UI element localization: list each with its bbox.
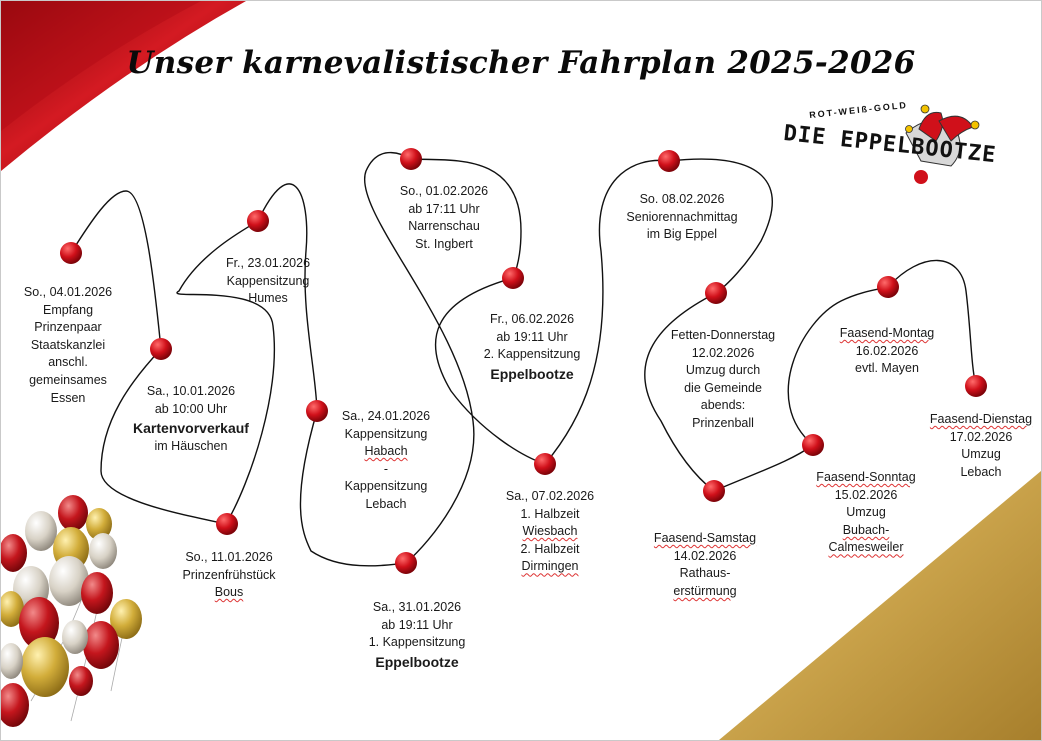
event-faasend-dienstag: Faasend-Dienstag 17.02.2026 Umzug Lebach <box>929 412 1033 479</box>
event-kartenvorverkauf: Sa., 10.01.2026 ab 10:00 Uhr Kartenvorverkauf im Häuschen <box>133 384 249 454</box>
marker-8 <box>502 267 524 289</box>
event-faasend-sonntag: Faasend-Sonntag 15.02.2026 Umzug Bubach- Calmesweiler <box>816 470 916 555</box>
event-faasend-montag: Faasend-Montag 16.02.2026 evtl. Mayen <box>839 326 935 376</box>
event-2-kappensitzung: Fr., 06.02.2026 ab 19:11 Uhr 2. Kappensitzung Eppelbootze <box>483 312 581 382</box>
marker-4 <box>247 210 269 232</box>
marker-15 <box>965 375 987 397</box>
marker-2 <box>150 338 172 360</box>
marker-5 <box>306 400 328 422</box>
marker-3 <box>216 513 238 535</box>
marker-11 <box>705 282 727 304</box>
marker-9 <box>534 453 556 475</box>
logo-name: DIE EPPELBOOTZE <box>782 121 998 169</box>
marker-12 <box>703 480 725 502</box>
event-halbzeit: Sa., 07.02.2026 1. Halbzeit Wiesbach 2. Halbzeit Dirmingen <box>505 489 595 574</box>
event-1-kappensitzung: Sa., 31.01.2026 ab 19:11 Uhr 1. Kappensitzung Eppelbootze <box>368 600 466 670</box>
page-title: Unser karnevalistischer Fahrplan 2025-2026 <box>126 45 916 81</box>
event-narrenschau: So., 01.02.2026 ab 17:11 Uhr Narrenschau St. Ingbert <box>399 184 489 251</box>
event-kappensitzung-humes: Fr., 23.01.2026 Kappensitzung Humes <box>225 256 311 306</box>
event-empfang: So., 04.01.2026 Empfang Prinzenpaar Staatskanzlei anschl. gemeinsames Essen <box>23 285 113 405</box>
marker-1 <box>60 242 82 264</box>
marker-7 <box>400 148 422 170</box>
marker-10 <box>658 150 680 172</box>
balloons-decoration <box>1 495 142 727</box>
event-faasend-samstag: Faasend-Samstag 14.02.2026 Rathaus- erstürmung <box>653 531 757 598</box>
event-seniorennachmittag: So. 08.02.2026 Seniorennachmittag im Big Eppel <box>626 192 738 242</box>
event-prinzenfruehstueck: So., 11.01.2026 Prinzenfrühstück Bous <box>182 550 276 600</box>
marker-13 <box>802 434 824 456</box>
logo-tagline: ROT-WEIß-GOLD <box>808 99 909 121</box>
marker-14 <box>877 276 899 298</box>
event-kappensitzung-habach-lebach: Sa., 24.01.2026 Kappensitzung Habach - Kappensitzung Lebach <box>341 409 431 511</box>
event-fetten-donnerstag: Fetten-Donnerstag 12.02.2026 Umzug durch die Gemeinde abends: Prinzenball <box>670 328 776 430</box>
logo <box>781 101 996 193</box>
marker-6 <box>395 552 417 574</box>
